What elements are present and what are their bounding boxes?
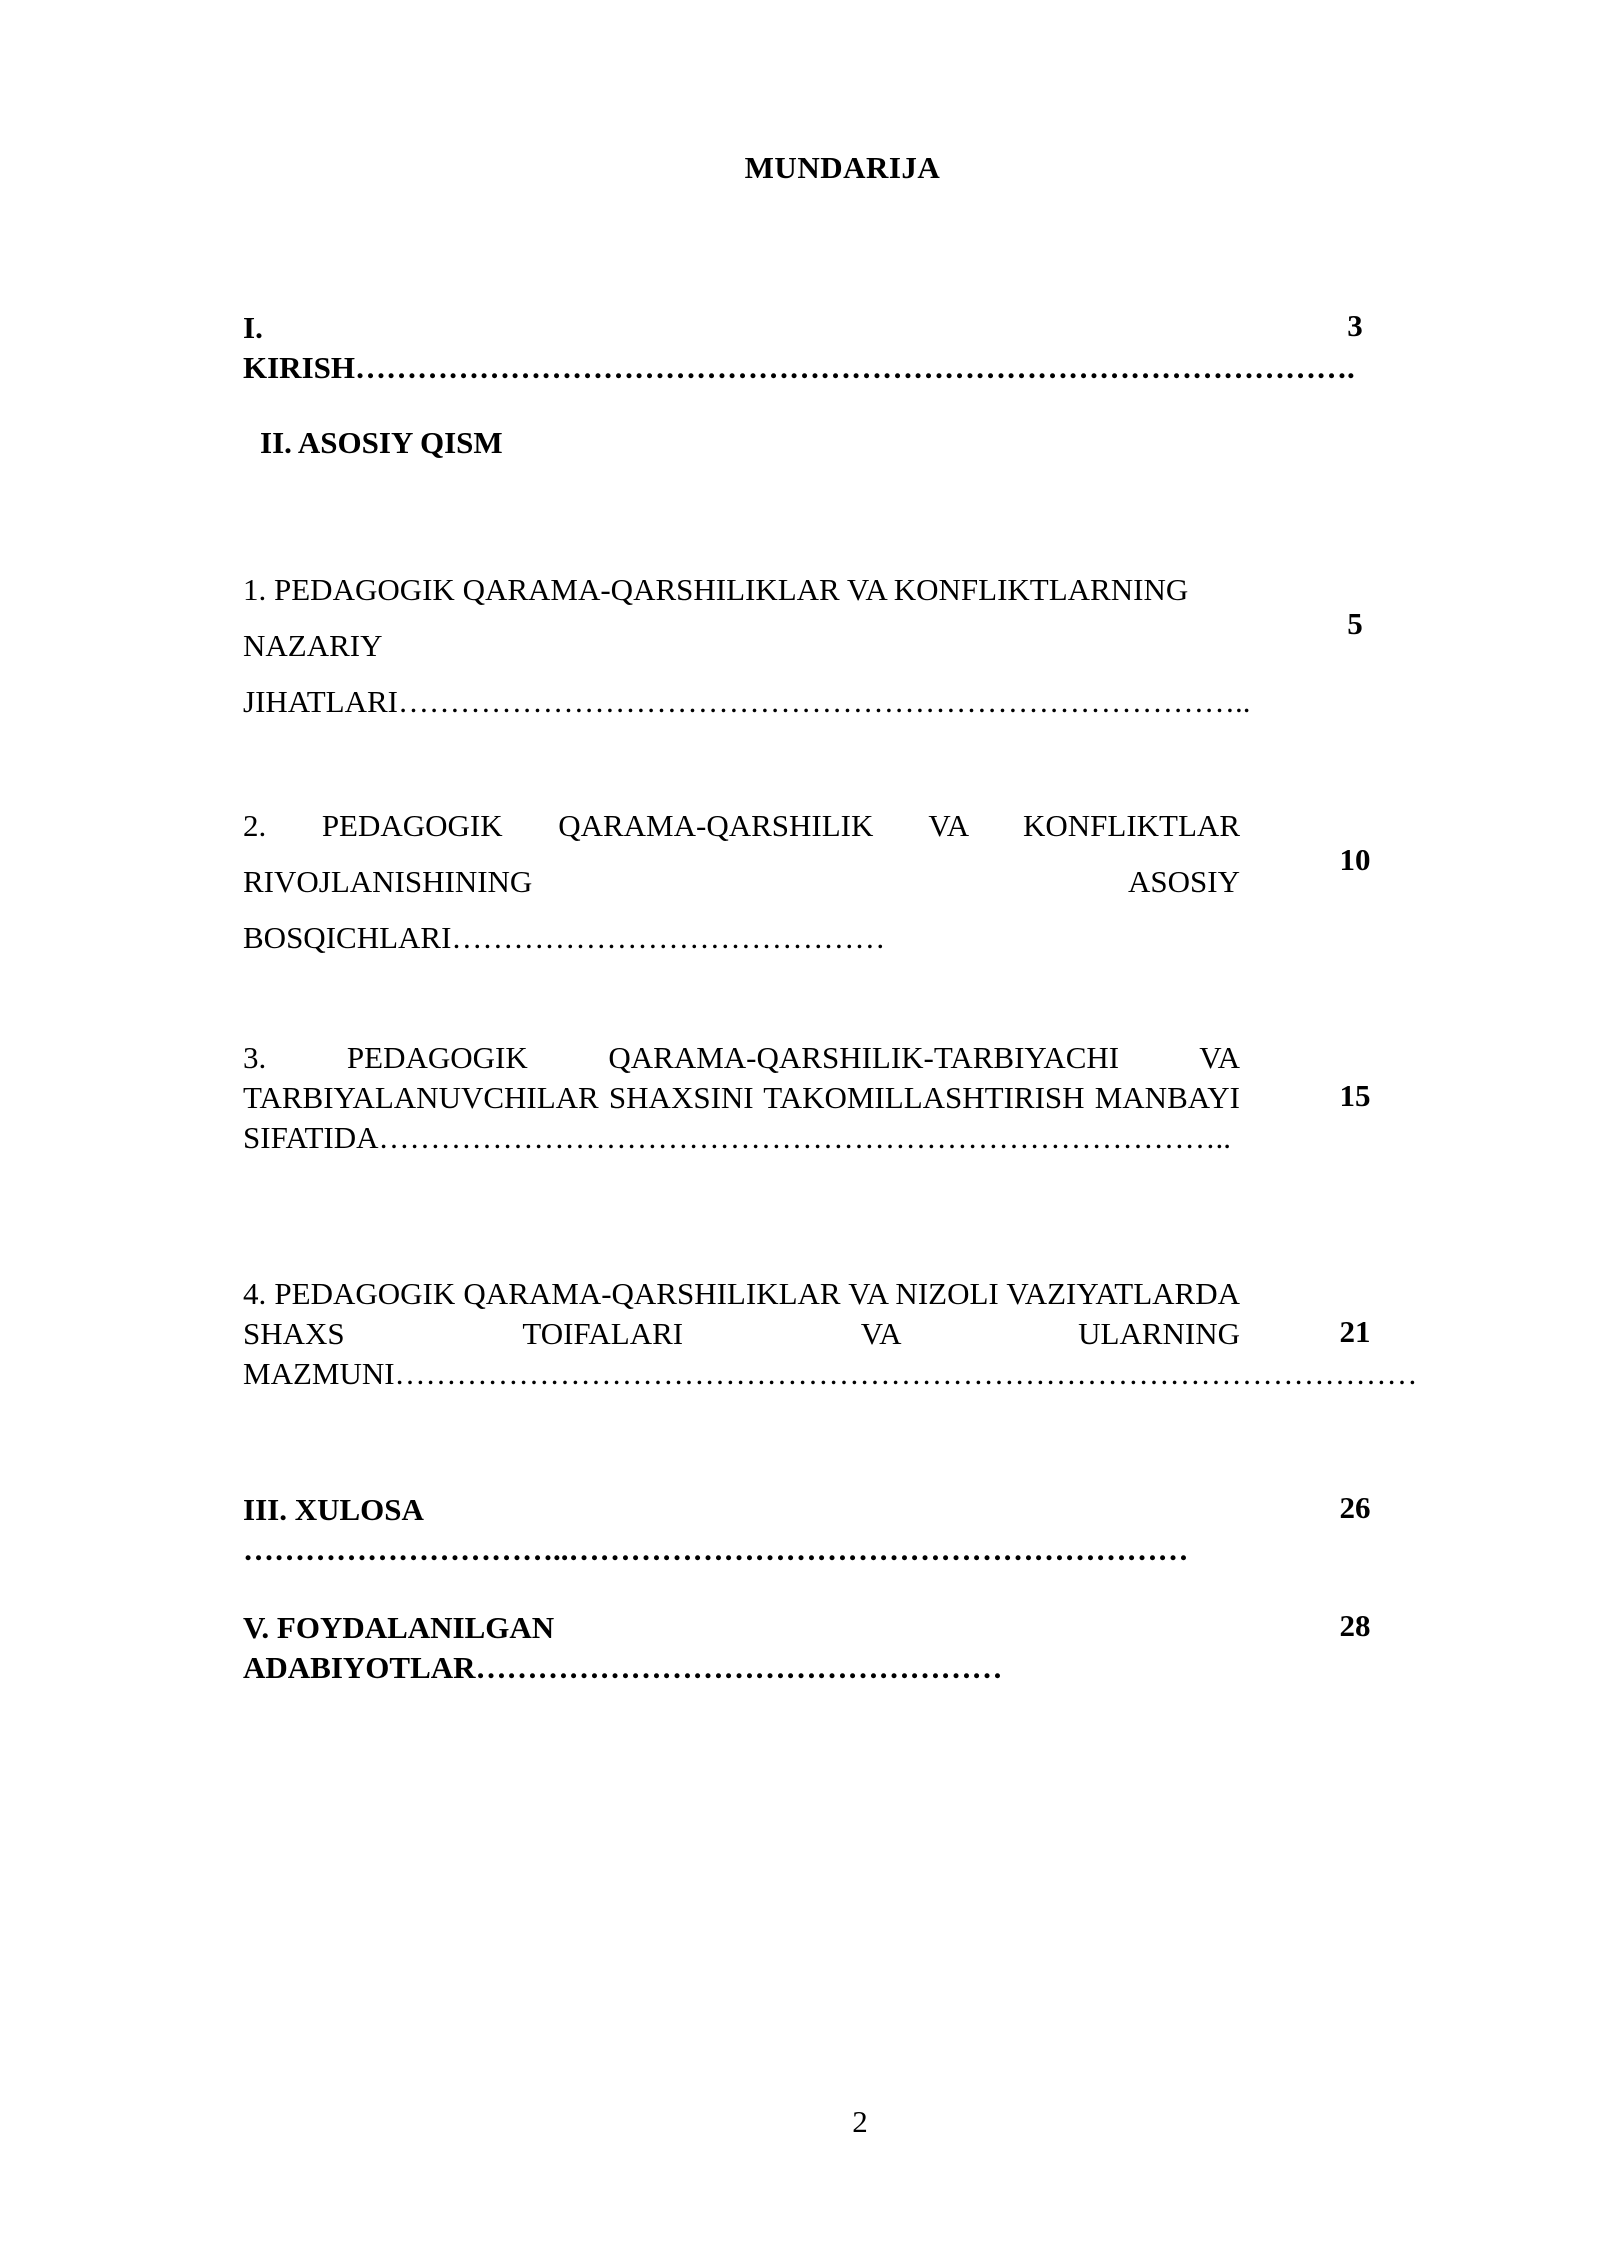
toc-entry-xulosa: III. XULOSA …………………………..…………………………………………………… [243, 1492, 1189, 1567]
page-number: 2 [852, 2104, 868, 2139]
toc-page-adabiyotlar: 28 [1339, 1608, 1371, 1643]
toc-section-asosiy-qism: II. ASOSIY QISM [260, 425, 503, 460]
toc-page-xulosa: 26 [1339, 1490, 1371, 1525]
toc-page-kirish: 3 [1347, 308, 1363, 343]
toc-page-1: 5 [1347, 606, 1363, 641]
toc-entry-4: 4. PEDAGOGIK QARAMA-QARSHILIKLAR VA NIZOLI VAZIYATLARDA SHAXS TOIFALARI VA ULARNING MAZMUNI……………………………………………………………………………………… [243, 1276, 1418, 1391]
toc-page-2: 10 [1339, 842, 1371, 877]
toc-entry-1: 1. PEDAGOGIK QARAMA-QARSHILIKLAR VA KONFLIKTLARNING NAZARIY JIHATLARI……………………………………………………………………….. [243, 572, 1251, 719]
page-title: MUNDARIJA [744, 150, 941, 185]
toc-entry-adabiyotlar: V. FOYDALANILGAN ADABIYOTLAR…………………………………………… [243, 1610, 1003, 1685]
toc-page-3: 15 [1339, 1078, 1371, 1113]
toc-entry-kirish: I. KIRISH……………………………………………………………………………………. [243, 310, 1355, 385]
toc-entry-2: 2. PEDAGOGIK QARAMA-QARSHILIK VA KONFLIKTLAR RIVOJLANISHINING ASOSIY BOSQICHLARI…………………………………… [243, 808, 1240, 955]
toc-page-4: 21 [1339, 1314, 1371, 1349]
toc-entry-3: 3. PEDAGOGIK QARAMA-QARSHILIK-TARBIYACHI VA TARBIYALANUVCHILAR SHAXSINI TAKOMILLASHTIRISH MANBAYI SIFATIDA……………………………………………………………………….. [243, 1040, 1240, 1155]
